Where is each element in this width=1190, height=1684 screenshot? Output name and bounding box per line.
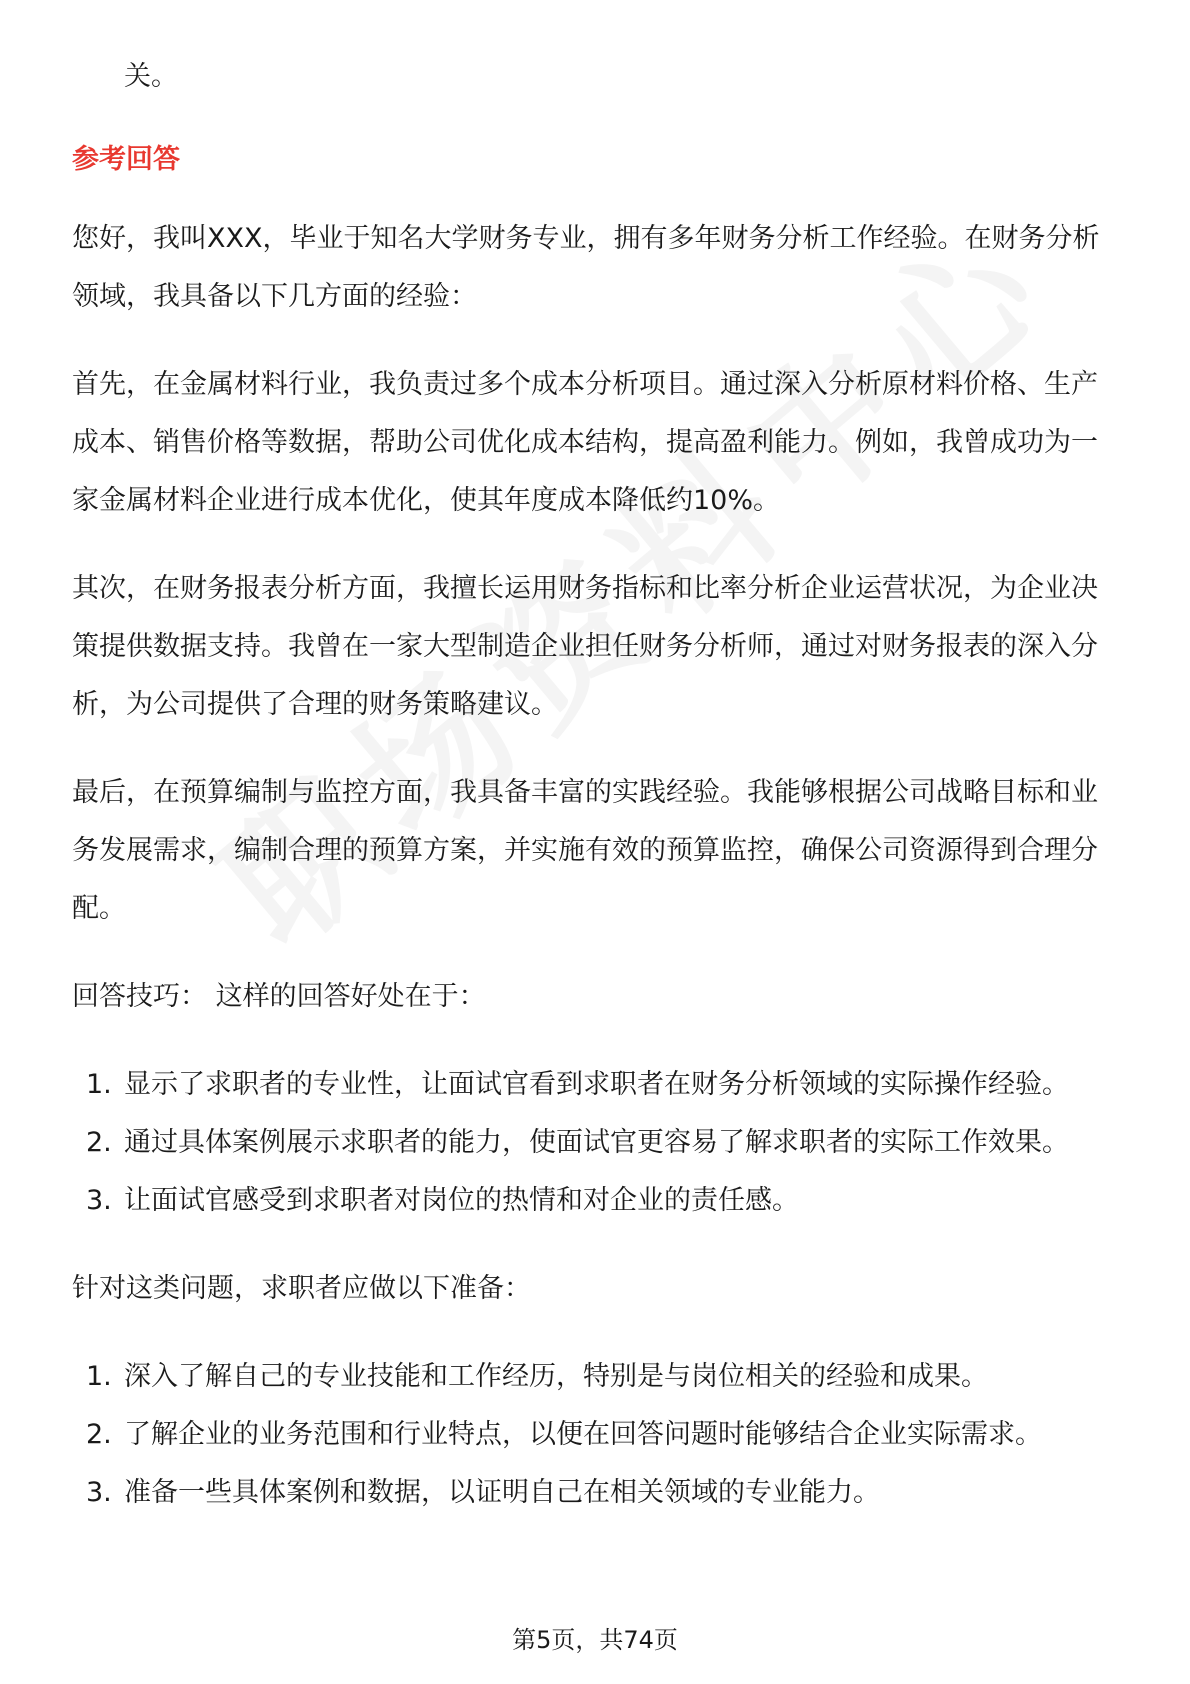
list-item [72, 1172, 1118, 1230]
list-item-text: 通过具体案例展示求职者的能力，使面试官更容易了解求职者的实际工作效果。 [124, 1127, 1069, 1158]
paragraph-second: 其次，在财务报表分析方面，我擅长运用财务指标和比率分析企业运营状况，为企业决策提供数据支持。我曾在一家大型制造企业担任财务分析师，通过对财务报表的深入分析，为公司提供了合理的财务策略建议。 [72, 573, 1098, 720]
list-item [72, 1114, 1118, 1172]
list-item [72, 1056, 1118, 1114]
prep-list [72, 1348, 1118, 1522]
list-item-text: 了解企业的业务范围和行业特点，以便在回答问题时能够结合企业实际需求。 [124, 1419, 1042, 1450]
tips-title: 回答技巧： 这样的回答好处在于： [72, 981, 486, 1012]
list-number: 2. [86, 1127, 112, 1158]
tips-list [72, 1056, 1118, 1230]
paragraph-intro: 您好，我叫XXX，毕业于知名大学财务专业，拥有多年财务分析工作经验。在财务分析领域，我具备以下几方面的经验： [72, 223, 1100, 312]
paragraph-last: 最后，在预算编制与监控方面，我具备丰富的实践经验。我能够根据公司战略目标和业务发展需求，编制合理的预算方案，并实施有效的预算监控，确保公司资源得到合理分配。 [72, 777, 1098, 924]
page-footer: 第5页，共74页 [512, 1626, 678, 1654]
list-item-text: 准备一些具体案例和数据，以证明自己在相关领域的专业能力。 [124, 1477, 880, 1508]
list-number: 1. [86, 1069, 112, 1100]
list-item [72, 1406, 1118, 1464]
list-item-text: 深入了解自己的专业技能和工作经历，特别是与岗位相关的经验和成果。 [124, 1361, 988, 1392]
list-item [72, 1348, 1118, 1406]
prep-title: 针对这类问题，求职者应做以下准备： [72, 1273, 531, 1304]
list-item-text: 显示了求职者的专业性，让面试官看到求职者在财务分析领域的实际操作经验。 [124, 1069, 1069, 1100]
continuation-text: 关。 [124, 61, 178, 92]
paragraph-first: 首先，在金属材料行业，我负责过多个成本分析项目。通过深入分析原材料价格、生产成本、销售价格等数据，帮助公司优化成本结构，提高盈利能力。例如，我曾成功为一家金属材料企业进行成本优化，使其年度成本降低约10%。 [72, 369, 1098, 516]
list-number: 1. [86, 1361, 112, 1392]
list-number: 2. [86, 1419, 112, 1450]
document-page [72, 48, 1118, 1552]
list-number: 3. [86, 1477, 112, 1508]
list-item [72, 1464, 1118, 1522]
list-item-text: 让面试官感受到求职者对岗位的热情和对企业的责任感。 [124, 1185, 799, 1216]
section-heading: 参考回答 [72, 144, 180, 175]
list-number: 3. [86, 1185, 112, 1216]
